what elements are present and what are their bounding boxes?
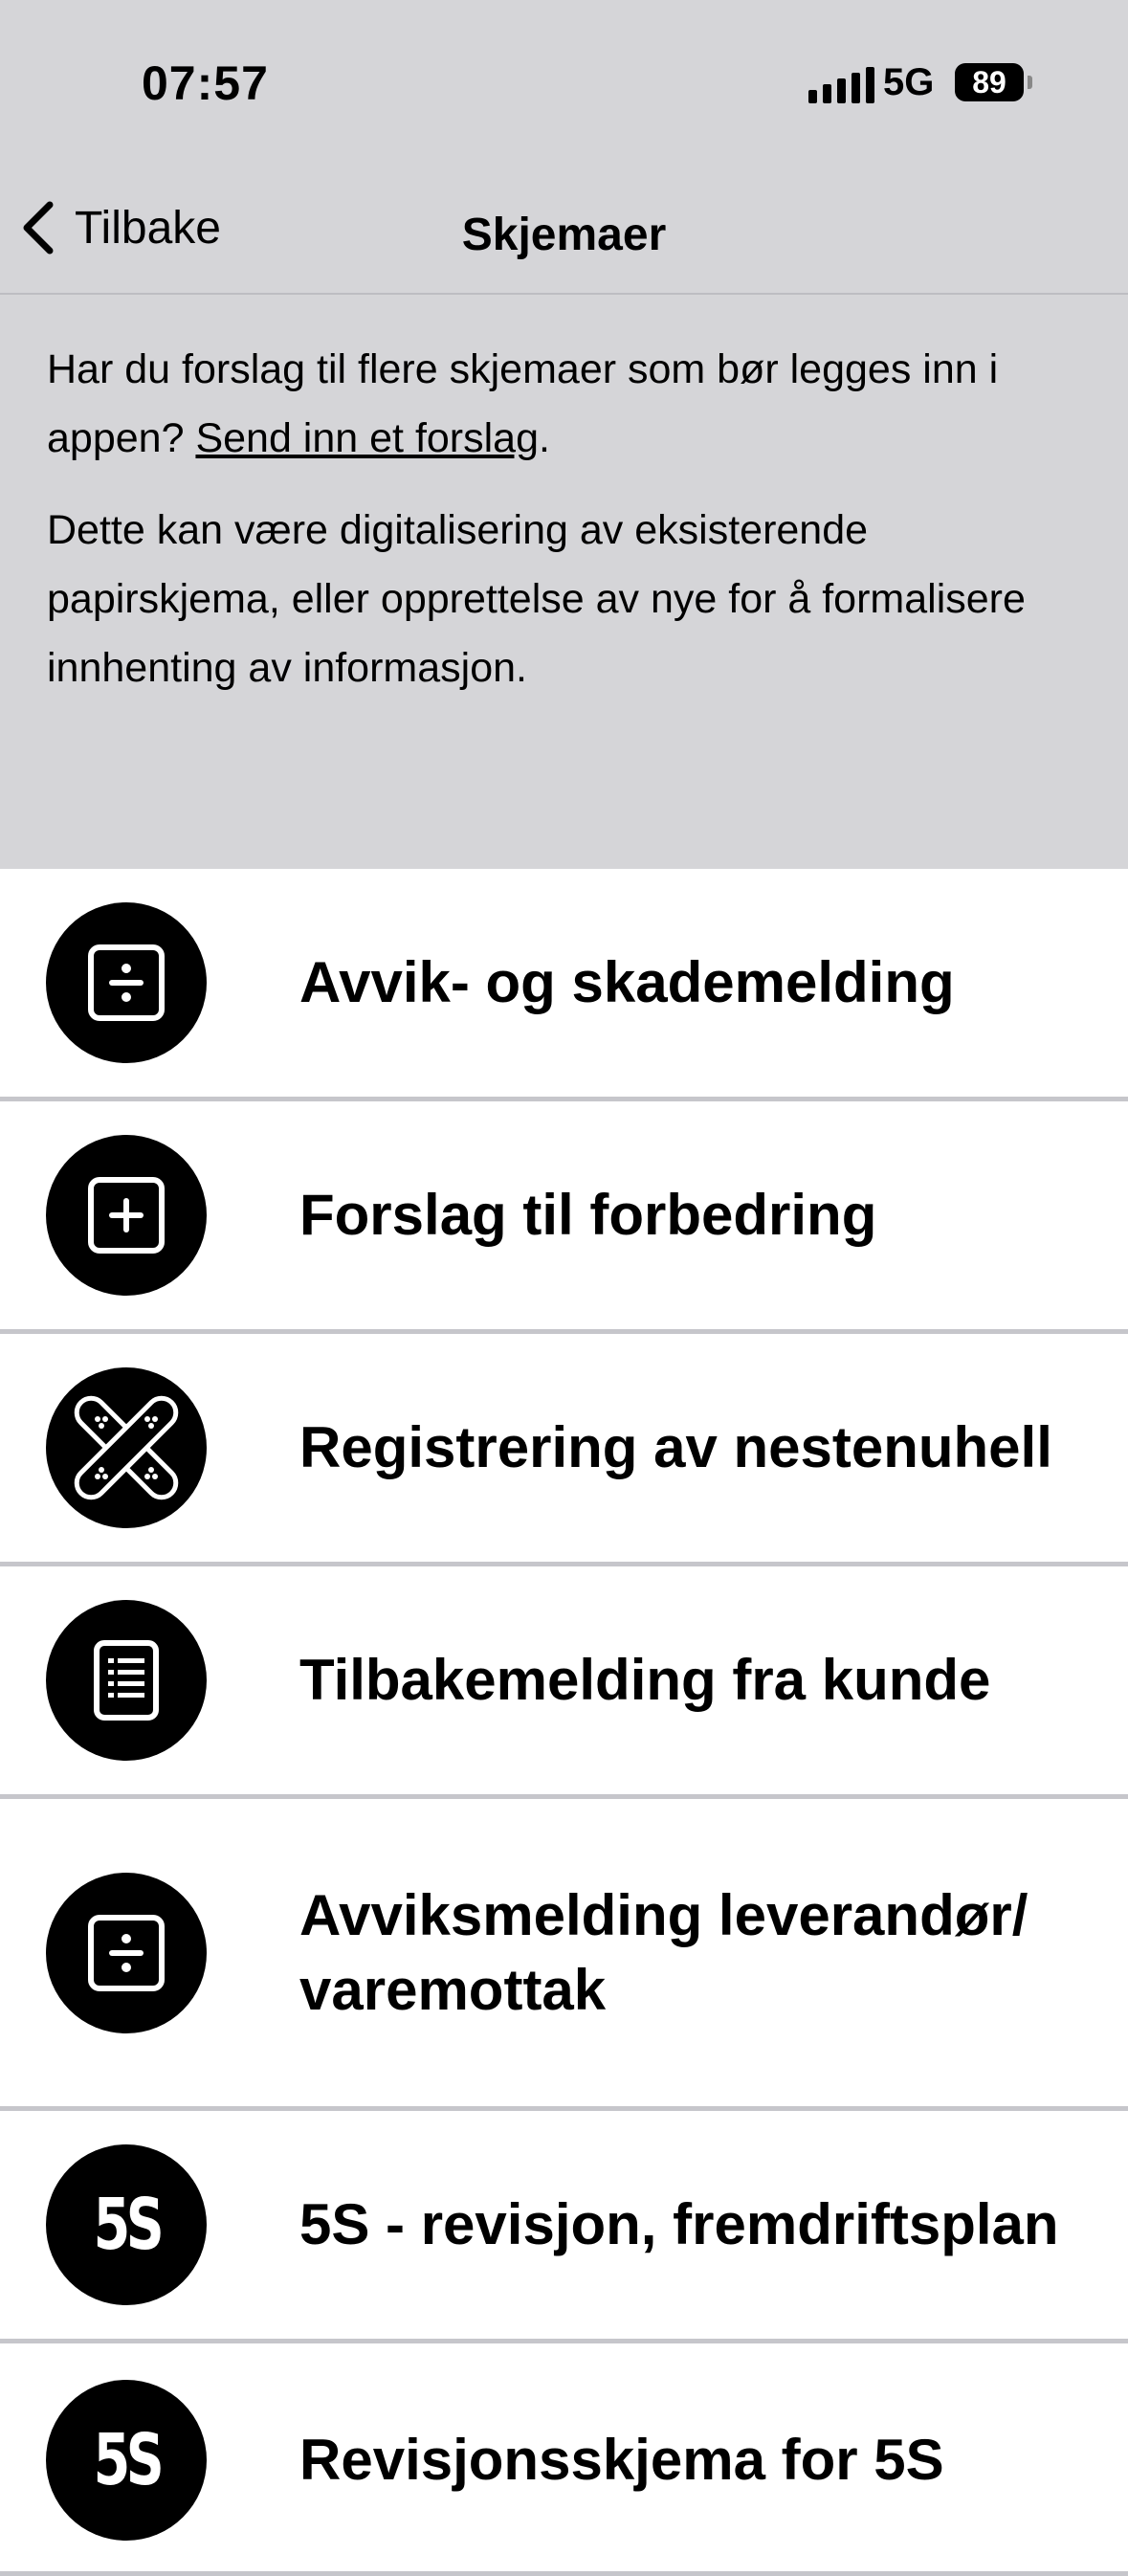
battery-icon: 89 — [955, 63, 1024, 101]
status-time: 07:57 — [142, 56, 269, 110]
network-type: 5G — [883, 61, 935, 103]
form-item-avvik-skademelding[interactable] — [0, 869, 1128, 1101]
5s-icon: 5S — [46, 2380, 207, 2541]
form-label: Avvik- og skademelding — [299, 950, 955, 1014]
form-label: Forslag til forbedring — [299, 1183, 877, 1247]
intro-paragraph-1: Har du forslag til flere skjemaer som bør legges inn i appen? — [47, 346, 999, 461]
list-document-icon — [46, 1600, 207, 1761]
plus-square-icon — [46, 1135, 207, 1296]
divide-square-icon — [46, 902, 207, 1063]
form-item-tilbakemelding-kunde[interactable] — [0, 1566, 1128, 1799]
suggest-link[interactable]: Send inn et forslag — [195, 415, 540, 461]
form-label: Registrering av nestenuhell — [299, 1415, 1052, 1479]
5s-icon: 5S — [46, 2144, 207, 2305]
divide-square-icon — [46, 1873, 207, 2033]
form-item-revisjonsskjema-5s[interactable] — [0, 2343, 1128, 2576]
form-item-forslag-forbedring[interactable] — [0, 1101, 1128, 1334]
intro-paragraph-2: Dette kan være digitalisering av eksisterende papirskjema, eller opprettelse av nye for å formalisere innhenting av informasjon. — [47, 507, 1026, 691]
form-label: Tilbakemelding fra kunde — [299, 1648, 991, 1712]
page-title: Skjemaer — [461, 210, 667, 260]
forms-list — [0, 869, 1128, 2576]
header-area — [0, 0, 1128, 869]
navigation-bar — [0, 163, 1128, 295]
signal-icon — [808, 67, 874, 103]
intro-text — [0, 295, 1128, 702]
back-label: Tilbake — [75, 202, 221, 254]
form-label: Avviksmelding leverandør/ varemottak — [299, 1882, 1028, 2022]
status-bar — [0, 0, 1128, 163]
form-item-nestenuhell[interactable] — [0, 1334, 1128, 1566]
bandage-icon — [46, 1367, 207, 1528]
form-item-5s-revisjon[interactable] — [0, 2111, 1128, 2343]
form-label: Revisjonsskjema for 5S — [299, 2428, 944, 2492]
form-item-avviksmelding-leverandor[interactable] — [0, 1799, 1128, 2111]
intro-period: . — [539, 415, 550, 461]
form-label: 5S - revisjon, fremdriftsplan — [299, 2192, 1059, 2256]
